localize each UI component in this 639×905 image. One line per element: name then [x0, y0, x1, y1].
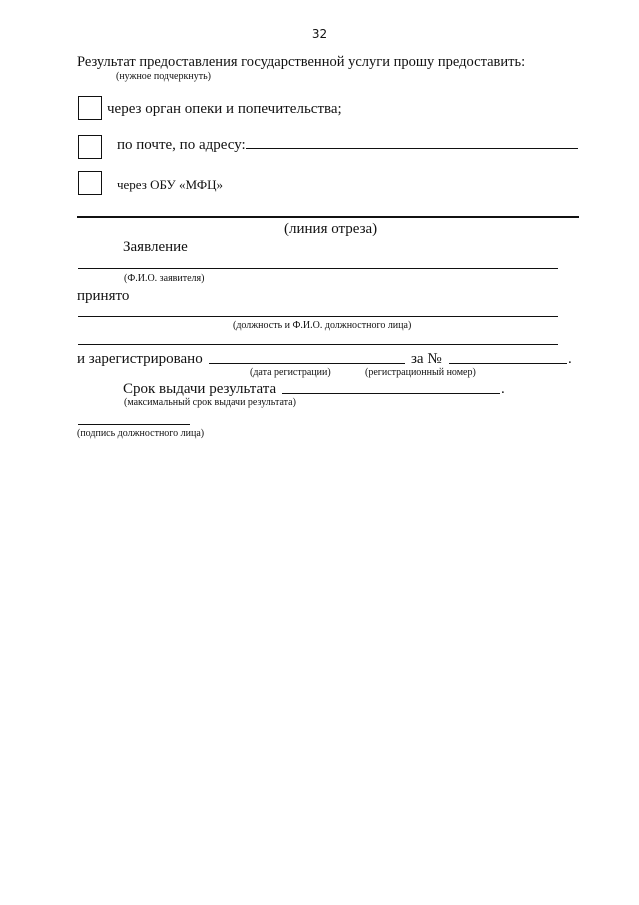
signature-caption: (подпись должностного лица): [77, 428, 205, 439]
registration-date-line[interactable]: [209, 363, 405, 364]
cut-line-label: (линия отреза): [284, 221, 378, 237]
option-guardianship-label: через орган опеки и попечительства;: [107, 101, 342, 117]
deadline-label: Срок выдачи результата: [123, 381, 277, 397]
option-mfc-label: через ОБУ «МФЦ»: [117, 177, 224, 192]
checkbox-guardianship[interactable]: [78, 96, 102, 120]
applicant-caption: (Ф.И.О. заявителя): [124, 273, 205, 284]
official-line[interactable]: [78, 316, 558, 317]
number-label: за №: [411, 351, 442, 367]
registration-number-line[interactable]: [449, 363, 567, 364]
deadline-period: .: [501, 381, 505, 397]
applicant-name-line[interactable]: [78, 268, 558, 269]
registered-label: и зарегистрировано: [77, 351, 203, 367]
checkbox-mail[interactable]: [78, 135, 102, 159]
deadline-line[interactable]: [282, 393, 500, 394]
address-field-line[interactable]: [246, 148, 578, 149]
accepted-label: принято: [77, 288, 130, 304]
official-caption: (должность и Ф.И.О. должностного лица): [233, 320, 412, 331]
date-caption: (дата регистрации): [250, 367, 331, 378]
delivery-heading: Результат предоставления государственной услуги прошу предоставить:: [77, 54, 526, 70]
delivery-hint: (нужное подчеркнуть): [116, 71, 211, 82]
reg-number-caption: (регистрационный номер): [365, 367, 476, 378]
option-mail-label: по почте, по адресу:: [117, 137, 246, 153]
deadline-caption: (максимальный срок выдачи результата): [124, 397, 296, 408]
cut-line: [77, 216, 579, 218]
registration-period: .: [568, 351, 572, 367]
signature-line[interactable]: [78, 424, 190, 425]
checkbox-mfc[interactable]: [78, 171, 102, 195]
statement-label: Заявление: [123, 239, 188, 255]
official-line-2[interactable]: [78, 344, 558, 345]
page-number: 32: [311, 27, 328, 41]
